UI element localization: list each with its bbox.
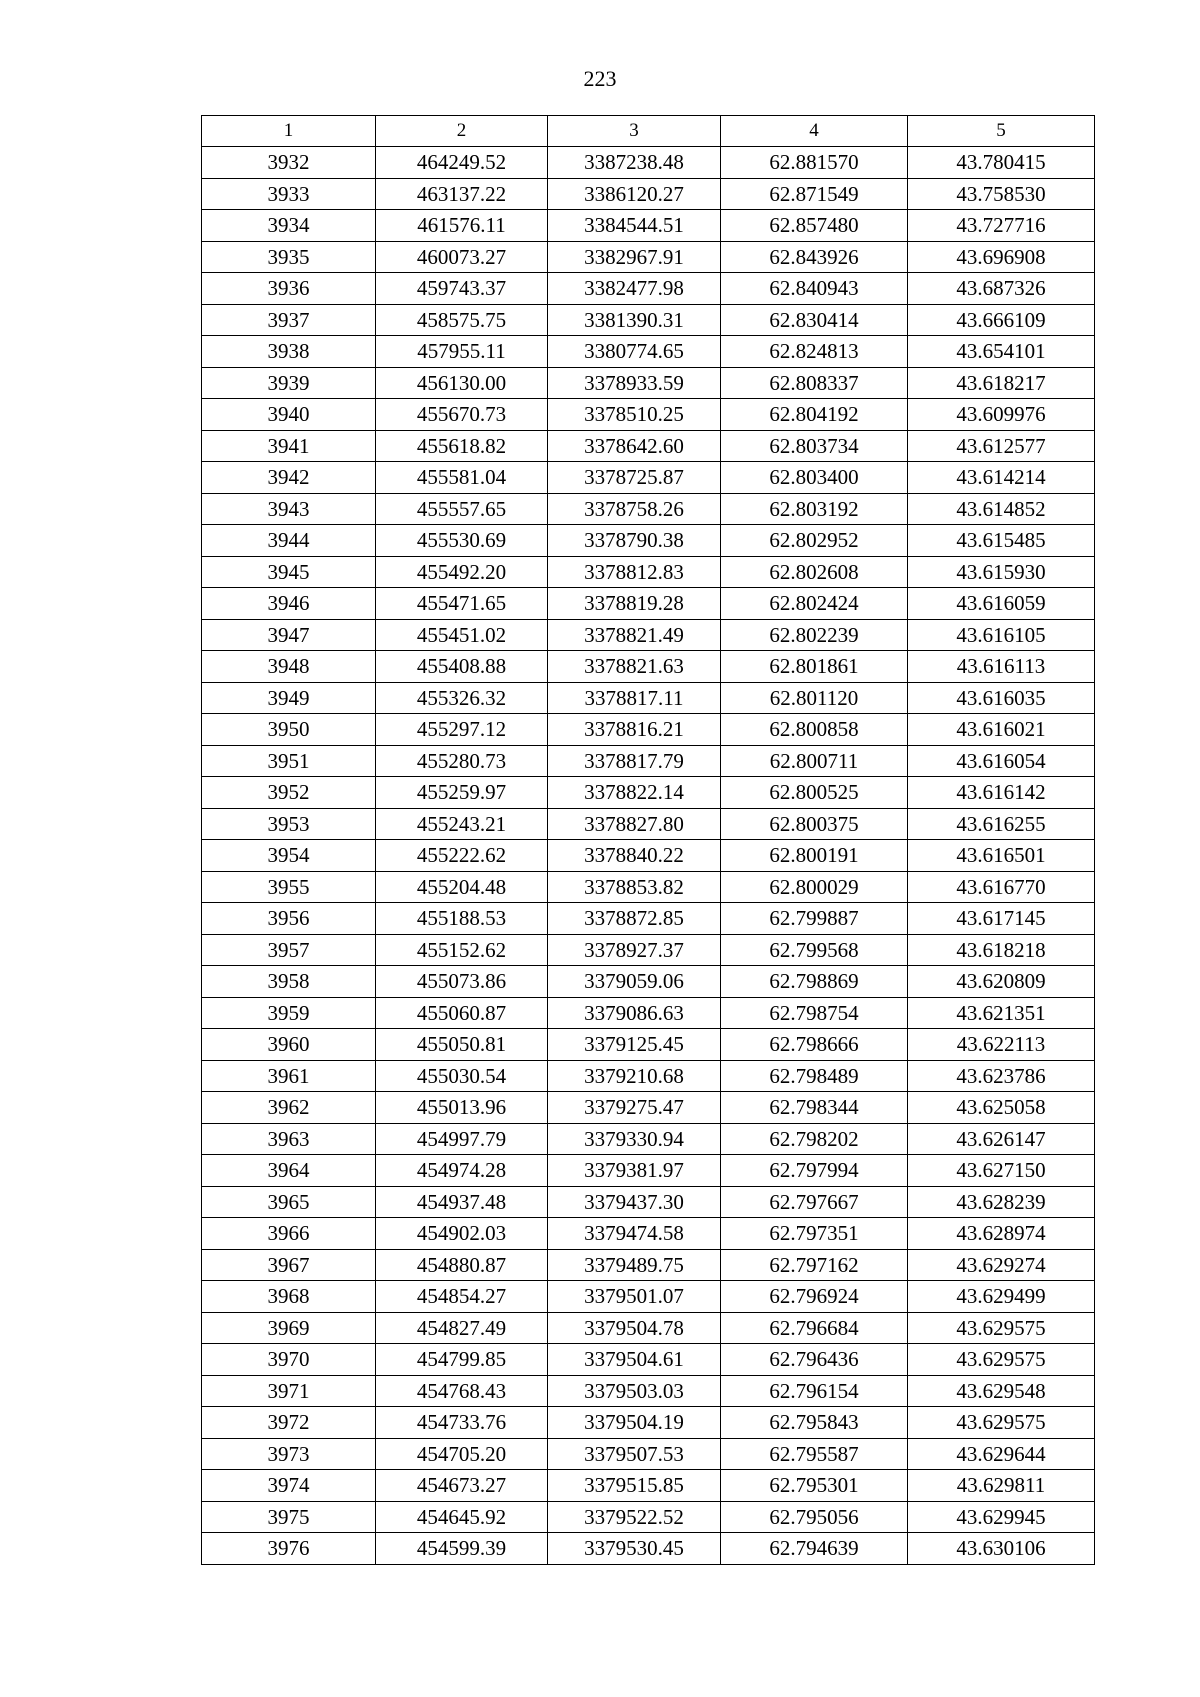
table-cell-col-2: 455152.62 xyxy=(376,934,548,966)
table-cell-col-2: 455581.04 xyxy=(376,462,548,494)
table-row xyxy=(202,1218,1095,1250)
table-cell-col-1: 3955 xyxy=(202,871,376,903)
table-cell-col-5: 43.616059 xyxy=(908,588,1095,620)
table-cell-col-1: 3946 xyxy=(202,588,376,620)
table-cell-col-3: 3378812.83 xyxy=(548,556,721,588)
table-row xyxy=(202,588,1095,620)
table-cell-col-5: 43.616142 xyxy=(908,777,1095,809)
table-cell-col-5: 43.616105 xyxy=(908,619,1095,651)
table-row xyxy=(202,241,1095,273)
table-row xyxy=(202,808,1095,840)
table-cell-col-3: 3378817.11 xyxy=(548,682,721,714)
table-cell-col-3: 3378642.60 xyxy=(548,430,721,462)
table-cell-col-5: 43.629499 xyxy=(908,1281,1095,1313)
table-cell-col-3: 3379381.97 xyxy=(548,1155,721,1187)
table-cell-col-4: 62.800711 xyxy=(721,745,908,777)
table-cell-col-4: 62.801120 xyxy=(721,682,908,714)
table-cell-col-3: 3384544.51 xyxy=(548,210,721,242)
table-cell-col-4: 62.796436 xyxy=(721,1344,908,1376)
table-cell-col-4: 62.798754 xyxy=(721,997,908,1029)
table-cell-col-4: 62.797351 xyxy=(721,1218,908,1250)
table-cell-col-5: 43.629548 xyxy=(908,1375,1095,1407)
table-cell-col-2: 455280.73 xyxy=(376,745,548,777)
table-cell-col-4: 62.795301 xyxy=(721,1470,908,1502)
table-row xyxy=(202,336,1095,368)
table-cell-col-5: 43.616770 xyxy=(908,871,1095,903)
table-cell-col-3: 3379504.19 xyxy=(548,1407,721,1439)
table-cell-col-4: 62.840943 xyxy=(721,273,908,305)
table-cell-col-2: 454673.27 xyxy=(376,1470,548,1502)
table-row xyxy=(202,934,1095,966)
table-row xyxy=(202,367,1095,399)
table-cell-col-4: 62.800375 xyxy=(721,808,908,840)
table-cell-col-3: 3379125.45 xyxy=(548,1029,721,1061)
table-row xyxy=(202,273,1095,305)
table-cell-col-2: 454974.28 xyxy=(376,1155,548,1187)
table-row xyxy=(202,178,1095,210)
table-cell-col-2: 455618.82 xyxy=(376,430,548,462)
table-cell-col-3: 3379210.68 xyxy=(548,1060,721,1092)
table-cell-col-1: 3934 xyxy=(202,210,376,242)
table-cell-col-3: 3378822.14 xyxy=(548,777,721,809)
table-cell-col-4: 62.803192 xyxy=(721,493,908,525)
table-cell-col-3: 3378816.21 xyxy=(548,714,721,746)
table-cell-col-1: 3947 xyxy=(202,619,376,651)
table-cell-col-3: 3379503.03 xyxy=(548,1375,721,1407)
table-cell-col-2: 455492.20 xyxy=(376,556,548,588)
table-cell-col-5: 43.666109 xyxy=(908,304,1095,336)
table-cell-col-1: 3959 xyxy=(202,997,376,1029)
table-cell-col-4: 62.802608 xyxy=(721,556,908,588)
table-cell-col-2: 455259.97 xyxy=(376,777,548,809)
table-row xyxy=(202,147,1095,179)
table-cell-col-3: 3379504.78 xyxy=(548,1312,721,1344)
table-cell-col-2: 454768.43 xyxy=(376,1375,548,1407)
table-cell-col-3: 3379489.75 xyxy=(548,1249,721,1281)
table-row xyxy=(202,430,1095,462)
table-cell-col-1: 3956 xyxy=(202,903,376,935)
table-cell-col-1: 3957 xyxy=(202,934,376,966)
table-row xyxy=(202,840,1095,872)
table-row xyxy=(202,1060,1095,1092)
table-cell-col-2: 455060.87 xyxy=(376,997,548,1029)
column-header-5: 5 xyxy=(908,116,1095,147)
table-cell-col-4: 62.808337 xyxy=(721,367,908,399)
table-cell-col-5: 43.625058 xyxy=(908,1092,1095,1124)
table-header xyxy=(202,116,1095,147)
table-cell-col-1: 3935 xyxy=(202,241,376,273)
table-cell-col-2: 460073.27 xyxy=(376,241,548,273)
table-cell-col-1: 3940 xyxy=(202,399,376,431)
table-cell-col-4: 62.802424 xyxy=(721,588,908,620)
table-cell-col-2: 459743.37 xyxy=(376,273,548,305)
table-cell-col-3: 3378821.49 xyxy=(548,619,721,651)
table-cell-col-2: 454854.27 xyxy=(376,1281,548,1313)
table-cell-col-4: 62.797667 xyxy=(721,1186,908,1218)
table-cell-col-4: 62.803734 xyxy=(721,430,908,462)
table-cell-col-2: 454880.87 xyxy=(376,1249,548,1281)
table-cell-col-4: 62.881570 xyxy=(721,147,908,179)
table-cell-col-4: 62.871549 xyxy=(721,178,908,210)
table-cell-col-5: 43.622113 xyxy=(908,1029,1095,1061)
table-cell-col-3: 3380774.65 xyxy=(548,336,721,368)
table-cell-col-1: 3972 xyxy=(202,1407,376,1439)
table-cell-col-3: 3386120.27 xyxy=(548,178,721,210)
table-cell-col-1: 3958 xyxy=(202,966,376,998)
table-cell-col-1: 3969 xyxy=(202,1312,376,1344)
table-cell-col-3: 3387238.48 xyxy=(548,147,721,179)
table-cell-col-4: 62.802952 xyxy=(721,525,908,557)
table-row xyxy=(202,1312,1095,1344)
table-row xyxy=(202,903,1095,935)
table-cell-col-4: 62.796924 xyxy=(721,1281,908,1313)
table-cell-col-2: 455222.62 xyxy=(376,840,548,872)
table-cell-col-5: 43.629644 xyxy=(908,1438,1095,1470)
table-cell-col-2: 455530.69 xyxy=(376,525,548,557)
table-cell-col-5: 43.612577 xyxy=(908,430,1095,462)
table-cell-col-1: 3976 xyxy=(202,1533,376,1565)
table-cell-col-4: 62.843926 xyxy=(721,241,908,273)
table-cell-col-4: 62.800029 xyxy=(721,871,908,903)
table-cell-col-4: 62.797994 xyxy=(721,1155,908,1187)
table-cell-col-2: 454827.49 xyxy=(376,1312,548,1344)
table-cell-col-3: 3378933.59 xyxy=(548,367,721,399)
table-row xyxy=(202,714,1095,746)
table-cell-col-3: 3379504.61 xyxy=(548,1344,721,1376)
table-cell-col-1: 3953 xyxy=(202,808,376,840)
coordinates-table xyxy=(201,115,1095,1565)
table-cell-col-4: 62.795056 xyxy=(721,1501,908,1533)
table-cell-col-4: 62.795587 xyxy=(721,1438,908,1470)
table-cell-col-2: 461576.11 xyxy=(376,210,548,242)
table-row xyxy=(202,777,1095,809)
table-row xyxy=(202,1092,1095,1124)
table-cell-col-5: 43.630106 xyxy=(908,1533,1095,1565)
table-body xyxy=(202,147,1095,1565)
table-cell-col-1: 3949 xyxy=(202,682,376,714)
table-cell-col-2: 464249.52 xyxy=(376,147,548,179)
table-row xyxy=(202,651,1095,683)
table-cell-col-5: 43.609976 xyxy=(908,399,1095,431)
table-row xyxy=(202,556,1095,588)
table-cell-col-2: 455073.86 xyxy=(376,966,548,998)
table-cell-col-5: 43.616054 xyxy=(908,745,1095,777)
table-cell-col-2: 455188.53 xyxy=(376,903,548,935)
table-cell-col-5: 43.614852 xyxy=(908,493,1095,525)
table-row xyxy=(202,1281,1095,1313)
table-cell-col-4: 62.798344 xyxy=(721,1092,908,1124)
table-cell-col-5: 43.618217 xyxy=(908,367,1095,399)
table-cell-col-1: 3939 xyxy=(202,367,376,399)
table-row xyxy=(202,619,1095,651)
table-cell-col-1: 3965 xyxy=(202,1186,376,1218)
table-cell-col-1: 3964 xyxy=(202,1155,376,1187)
table-cell-col-1: 3943 xyxy=(202,493,376,525)
table-cell-col-5: 43.618218 xyxy=(908,934,1095,966)
table-cell-col-4: 62.800858 xyxy=(721,714,908,746)
table-cell-col-5: 43.629274 xyxy=(908,1249,1095,1281)
table-row xyxy=(202,1438,1095,1470)
table-cell-col-4: 62.798869 xyxy=(721,966,908,998)
table-cell-col-5: 43.616255 xyxy=(908,808,1095,840)
table-cell-col-3: 3379530.45 xyxy=(548,1533,721,1565)
table-cell-col-4: 62.824813 xyxy=(721,336,908,368)
table-cell-col-4: 62.801861 xyxy=(721,651,908,683)
table-cell-col-1: 3975 xyxy=(202,1501,376,1533)
table-cell-col-3: 3379059.06 xyxy=(548,966,721,998)
table-row xyxy=(202,1407,1095,1439)
table-row xyxy=(202,1533,1095,1565)
table-row xyxy=(202,493,1095,525)
table-cell-col-5: 43.615485 xyxy=(908,525,1095,557)
table-cell-col-3: 3379507.53 xyxy=(548,1438,721,1470)
table-cell-col-2: 457955.11 xyxy=(376,336,548,368)
table-cell-col-5: 43.696908 xyxy=(908,241,1095,273)
table-cell-col-2: 455557.65 xyxy=(376,493,548,525)
table-cell-col-5: 43.727716 xyxy=(908,210,1095,242)
table-cell-col-2: 455451.02 xyxy=(376,619,548,651)
table-row xyxy=(202,1249,1095,1281)
table-cell-col-2: 454997.79 xyxy=(376,1123,548,1155)
table-row xyxy=(202,1375,1095,1407)
header-row xyxy=(202,116,1095,147)
table-cell-col-1: 3938 xyxy=(202,336,376,368)
table-cell-col-1: 3937 xyxy=(202,304,376,336)
table-cell-col-3: 3379330.94 xyxy=(548,1123,721,1155)
table-cell-col-3: 3379515.85 xyxy=(548,1470,721,1502)
table-cell-col-1: 3933 xyxy=(202,178,376,210)
table-cell-col-5: 43.626147 xyxy=(908,1123,1095,1155)
table-cell-col-1: 3960 xyxy=(202,1029,376,1061)
table-cell-col-3: 3381390.31 xyxy=(548,304,721,336)
table-cell-col-2: 455670.73 xyxy=(376,399,548,431)
table-cell-col-1: 3961 xyxy=(202,1060,376,1092)
table-cell-col-1: 3963 xyxy=(202,1123,376,1155)
table-cell-col-1: 3942 xyxy=(202,462,376,494)
column-header-1: 1 xyxy=(202,116,376,147)
table-cell-col-2: 454733.76 xyxy=(376,1407,548,1439)
table-cell-col-2: 454799.85 xyxy=(376,1344,548,1376)
table-cell-col-5: 43.616113 xyxy=(908,651,1095,683)
table-cell-col-1: 3950 xyxy=(202,714,376,746)
table-cell-col-2: 458575.75 xyxy=(376,304,548,336)
table-cell-col-3: 3378840.22 xyxy=(548,840,721,872)
table-cell-col-2: 454902.03 xyxy=(376,1218,548,1250)
table-cell-col-5: 43.623786 xyxy=(908,1060,1095,1092)
table-cell-col-3: 3378758.26 xyxy=(548,493,721,525)
table-cell-col-2: 454937.48 xyxy=(376,1186,548,1218)
table-cell-col-2: 455204.48 xyxy=(376,871,548,903)
table-cell-col-3: 3378817.79 xyxy=(548,745,721,777)
table-cell-col-5: 43.616035 xyxy=(908,682,1095,714)
table-cell-col-1: 3932 xyxy=(202,147,376,179)
table-cell-col-3: 3379275.47 xyxy=(548,1092,721,1124)
table-cell-col-3: 3382477.98 xyxy=(548,273,721,305)
table-row xyxy=(202,682,1095,714)
table-cell-col-5: 43.629575 xyxy=(908,1407,1095,1439)
column-header-2: 2 xyxy=(376,116,548,147)
table-cell-col-4: 62.796684 xyxy=(721,1312,908,1344)
table-row xyxy=(202,304,1095,336)
table-cell-col-5: 43.629811 xyxy=(908,1470,1095,1502)
table-cell-col-4: 62.804192 xyxy=(721,399,908,431)
table-row xyxy=(202,1123,1095,1155)
table-cell-col-1: 3945 xyxy=(202,556,376,588)
table-cell-col-1: 3952 xyxy=(202,777,376,809)
table-cell-col-1: 3973 xyxy=(202,1438,376,1470)
table-cell-col-3: 3379474.58 xyxy=(548,1218,721,1250)
table-cell-col-3: 3382967.91 xyxy=(548,241,721,273)
table-cell-col-2: 455326.32 xyxy=(376,682,548,714)
table-cell-col-3: 3379437.30 xyxy=(548,1186,721,1218)
table-row xyxy=(202,871,1095,903)
table-cell-col-1: 3967 xyxy=(202,1249,376,1281)
table-cell-col-3: 3378827.80 xyxy=(548,808,721,840)
table-cell-col-5: 43.629575 xyxy=(908,1312,1095,1344)
table-cell-col-5: 43.687326 xyxy=(908,273,1095,305)
table-cell-col-4: 62.794639 xyxy=(721,1533,908,1565)
table-cell-col-2: 455050.81 xyxy=(376,1029,548,1061)
table-cell-col-3: 3378927.37 xyxy=(548,934,721,966)
table-cell-col-2: 454599.39 xyxy=(376,1533,548,1565)
table-cell-col-4: 62.857480 xyxy=(721,210,908,242)
table-cell-col-2: 455471.65 xyxy=(376,588,548,620)
table-cell-col-5: 43.780415 xyxy=(908,147,1095,179)
table-cell-col-4: 62.798666 xyxy=(721,1029,908,1061)
table-cell-col-4: 62.797162 xyxy=(721,1249,908,1281)
table-cell-col-5: 43.628974 xyxy=(908,1218,1095,1250)
table-cell-col-5: 43.617145 xyxy=(908,903,1095,935)
table-cell-col-5: 43.621351 xyxy=(908,997,1095,1029)
table-cell-col-5: 43.616501 xyxy=(908,840,1095,872)
table-cell-col-1: 3954 xyxy=(202,840,376,872)
table-row xyxy=(202,1155,1095,1187)
table-cell-col-3: 3378872.85 xyxy=(548,903,721,935)
table-cell-col-4: 62.803400 xyxy=(721,462,908,494)
table-cell-col-5: 43.758530 xyxy=(908,178,1095,210)
table-cell-col-4: 62.802239 xyxy=(721,619,908,651)
table-cell-col-3: 3379522.52 xyxy=(548,1501,721,1533)
table-row xyxy=(202,745,1095,777)
table-cell-col-4: 62.795843 xyxy=(721,1407,908,1439)
table-cell-col-5: 43.654101 xyxy=(908,336,1095,368)
table-row xyxy=(202,1029,1095,1061)
table-cell-col-2: 455243.21 xyxy=(376,808,548,840)
table-cell-col-1: 3962 xyxy=(202,1092,376,1124)
table-row xyxy=(202,1470,1095,1502)
table-cell-col-3: 3378725.87 xyxy=(548,462,721,494)
table-cell-col-5: 43.629945 xyxy=(908,1501,1095,1533)
table-cell-col-5: 43.620809 xyxy=(908,966,1095,998)
table-cell-col-5: 43.616021 xyxy=(908,714,1095,746)
table-row xyxy=(202,997,1095,1029)
table-cell-col-1: 3974 xyxy=(202,1470,376,1502)
table-cell-col-1: 3936 xyxy=(202,273,376,305)
table-cell-col-4: 62.796154 xyxy=(721,1375,908,1407)
table-cell-col-4: 62.800525 xyxy=(721,777,908,809)
table-cell-col-3: 3378790.38 xyxy=(548,525,721,557)
table-cell-col-5: 43.628239 xyxy=(908,1186,1095,1218)
table-cell-col-4: 62.800191 xyxy=(721,840,908,872)
table-cell-col-3: 3378821.63 xyxy=(548,651,721,683)
column-header-4: 4 xyxy=(721,116,908,147)
table-cell-col-4: 62.798489 xyxy=(721,1060,908,1092)
page-number: 223 xyxy=(583,66,617,91)
table-cell-col-1: 3948 xyxy=(202,651,376,683)
table-cell-col-2: 454705.20 xyxy=(376,1438,548,1470)
table-cell-col-2: 455013.96 xyxy=(376,1092,548,1124)
table-cell-col-2: 455030.54 xyxy=(376,1060,548,1092)
table-cell-col-1: 3970 xyxy=(202,1344,376,1376)
table-cell-col-1: 3966 xyxy=(202,1218,376,1250)
table-row xyxy=(202,1186,1095,1218)
table-cell-col-4: 62.798202 xyxy=(721,1123,908,1155)
table-row xyxy=(202,399,1095,431)
table-cell-col-5: 43.615930 xyxy=(908,556,1095,588)
table-cell-col-5: 43.627150 xyxy=(908,1155,1095,1187)
table-cell-col-1: 3944 xyxy=(202,525,376,557)
table-cell-col-3: 3378510.25 xyxy=(548,399,721,431)
table-cell-col-2: 454645.92 xyxy=(376,1501,548,1533)
table-cell-col-4: 62.830414 xyxy=(721,304,908,336)
table-cell-col-4: 62.799887 xyxy=(721,903,908,935)
table-cell-col-2: 455297.12 xyxy=(376,714,548,746)
table-cell-col-3: 3378819.28 xyxy=(548,588,721,620)
table-row xyxy=(202,966,1095,998)
table-cell-col-1: 3971 xyxy=(202,1375,376,1407)
table-cell-col-1: 3941 xyxy=(202,430,376,462)
table-cell-col-3: 3379501.07 xyxy=(548,1281,721,1313)
table-cell-col-5: 43.614214 xyxy=(908,462,1095,494)
table-row xyxy=(202,1344,1095,1376)
table-cell-col-3: 3379086.63 xyxy=(548,997,721,1029)
table-cell-col-5: 43.629575 xyxy=(908,1344,1095,1376)
table-cell-col-2: 456130.00 xyxy=(376,367,548,399)
column-header-3: 3 xyxy=(548,116,721,147)
table-cell-col-4: 62.799568 xyxy=(721,934,908,966)
table-cell-col-1: 3968 xyxy=(202,1281,376,1313)
table-cell-col-3: 3378853.82 xyxy=(548,871,721,903)
table-cell-col-2: 463137.22 xyxy=(376,178,548,210)
table-row xyxy=(202,1501,1095,1533)
table-row xyxy=(202,210,1095,242)
table-cell-col-1: 3951 xyxy=(202,745,376,777)
table-cell-col-2: 455408.88 xyxy=(376,651,548,683)
table-row xyxy=(202,525,1095,557)
table-row xyxy=(202,462,1095,494)
